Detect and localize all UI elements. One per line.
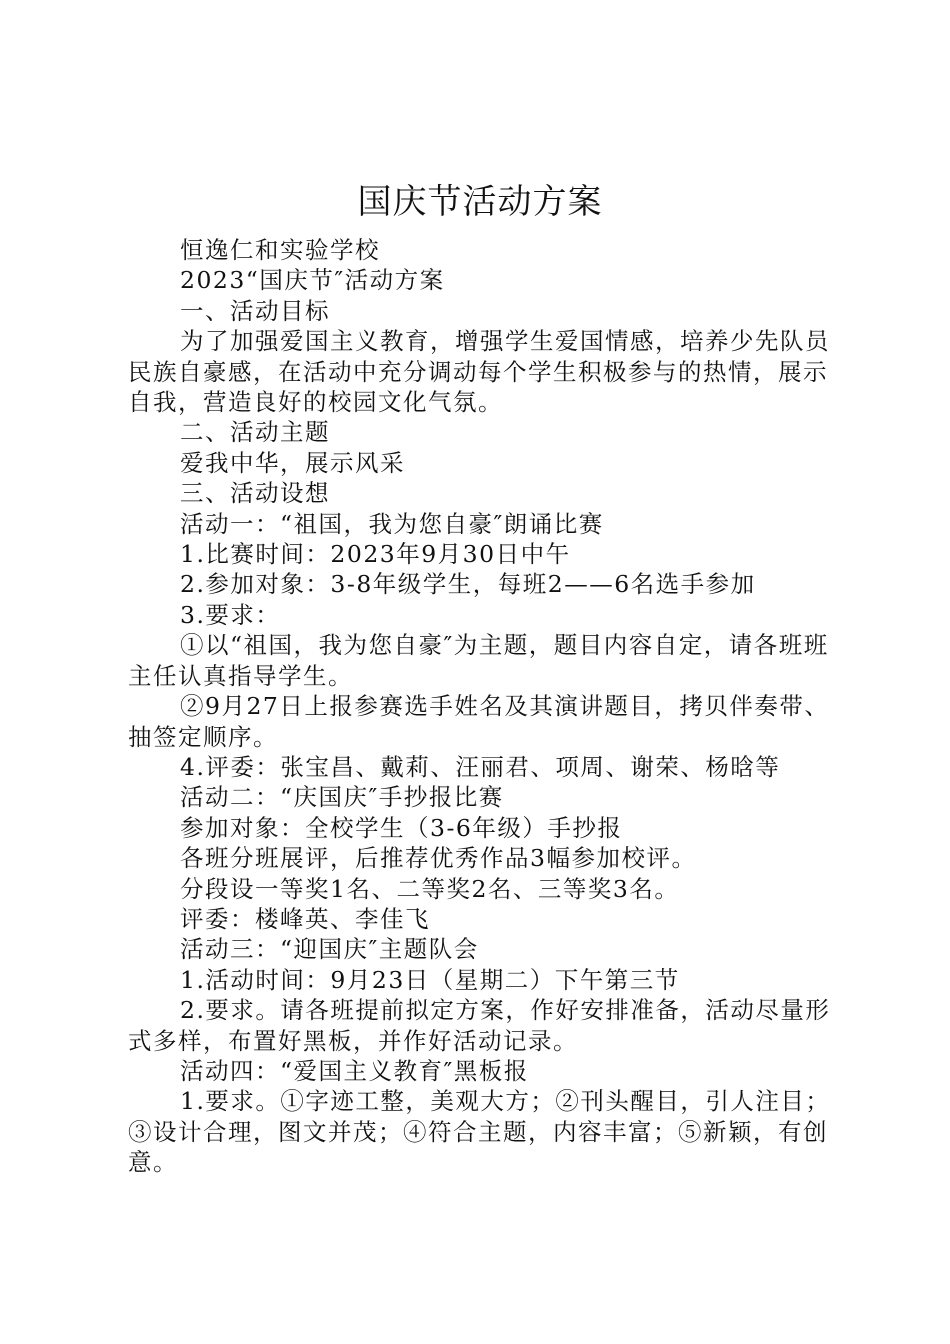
section-heading-theme: 二、活动主题 [180,418,330,447]
activity-one-heading: 活动一：“祖国，我为您自豪″朗诵比赛 [180,509,604,538]
document-title: 国庆节活动方案 [357,182,603,222]
activity-four-heading: 活动四：“爱国主义教育″黑板报 [180,1056,529,1085]
activity-two-awards: 分段设一等奖1名、二等奖2名、三等奖3名。 [180,874,680,903]
activity-one-time: 1.比赛时间：2023年9月30日中午 [180,540,571,569]
activity-three-requirements: 2.要求。请各班提前拟定方案，作好安排准备，活动尽量形式多样，布置好黑板，并作好活动记录。 [128,996,831,1055]
school-name: 恒逸仁和实验学校 [180,236,380,264]
activity-one-requirements-heading: 3.要求： [180,600,281,629]
activity-three-heading: 活动三：“迎国庆″主题队会 [180,935,479,964]
activity-one-judges: 4.评委：张宝昌、戴莉、汪丽君、项周、谢荣、杨晗等 [180,752,781,781]
activity-three-time: 1.活动时间：9月23日（星期二）下午第三节 [180,965,680,994]
section-heading-plan: 三、活动设想 [180,479,330,508]
activity-two-heading: 活动二：“庆国庆″手抄报比赛 [180,783,504,812]
plan-heading: 2023“国庆节″活动方案 [180,266,445,295]
goals-paragraph: 为了加强爱国主义教育，增强学生爱国情感，培养少先队员民族自豪感，在活动中充分调动每个学生积极参与的热情，展示自我，营造良好的校园文化气氛。 [128,327,830,417]
activity-four-requirements: 1.要求。①字迹工整，美观大方；②刊头醒目，引人注目；③设计合理，图文并茂；④符合主题，内容丰富；⑤新颖，有创意。 [128,1087,831,1177]
section-heading-goals: 一、活动目标 [180,296,330,325]
theme-paragraph: 爱我中华，展示风采 [180,448,405,477]
activity-one-requirement-1: ①以“祖国，我为您自豪″为主题，题目内容自定，请各班班主任认真指导学生。 [128,631,829,690]
document-body [128,235,836,1178]
activity-one-requirement-2: ②9月27日上报参赛选手姓名及其演讲题目，拷贝伴奏带、抽签定顺序。 [128,692,830,751]
activity-one-participants: 2.参加对象：3-8年级学生，每班2——6名选手参加 [180,570,756,599]
activity-two-participants: 参加对象：全校学生（3-6年级）手抄报 [180,813,623,842]
activity-two-judges: 评委：楼峰英、李佳飞 [180,904,430,933]
activity-two-review: 各班分班展评，后推荐优秀作品3幅参加校评。 [180,844,697,873]
